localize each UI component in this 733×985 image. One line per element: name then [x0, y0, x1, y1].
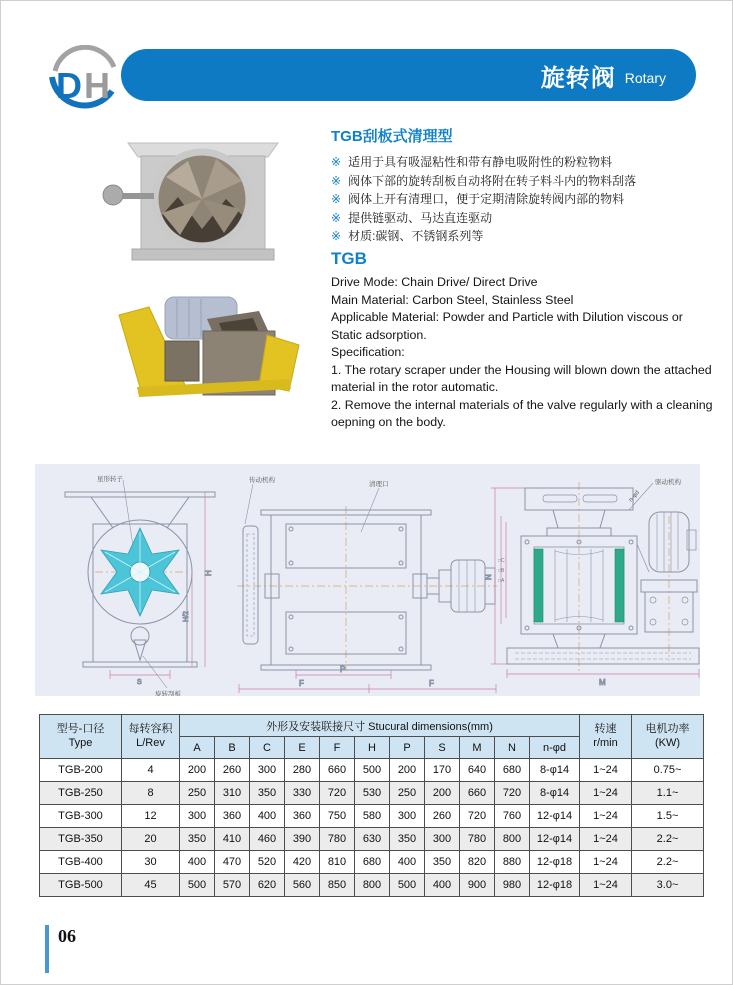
- intro-bullet: [331, 190, 715, 209]
- cell-volume: 20: [122, 828, 180, 851]
- cell-dim: 420: [285, 851, 320, 874]
- cell-dim: 470: [215, 851, 250, 874]
- cell-dim: 630: [355, 828, 390, 851]
- logo-letter-h: H: [84, 65, 110, 106]
- leader-line: [245, 484, 253, 524]
- side-clean-label: 清理口: [369, 481, 389, 488]
- spec-line: Drive Mode: Chain Drive/ Direct Drive: [331, 275, 538, 289]
- cell-dim: 680: [495, 759, 530, 782]
- dim-label-p: P: [340, 665, 346, 674]
- cell-dim: 800: [355, 874, 390, 897]
- col-header-c: C: [250, 737, 285, 759]
- cell-type: TGB-500: [40, 874, 122, 897]
- cell-dim: 390: [285, 828, 320, 851]
- cell-dim: 820: [460, 851, 495, 874]
- front-scraper: [134, 640, 146, 660]
- table-header-row: [40, 715, 704, 737]
- spec-line: Specification:: [331, 345, 405, 359]
- install-neck-line: [600, 634, 605, 648]
- install-dimensions: [491, 488, 699, 678]
- cell-speed: 1~24: [580, 759, 632, 782]
- install-neck-line: [553, 510, 558, 528]
- table-row: [40, 828, 704, 851]
- cell-dim: 300: [180, 805, 215, 828]
- cell-dim: 620: [250, 874, 285, 897]
- cell-type: TGB-200: [40, 759, 122, 782]
- cell-dim: 880: [495, 851, 530, 874]
- cell-dim: 680: [355, 851, 390, 874]
- dim-label-f-right: F: [429, 679, 434, 688]
- cell-volume: 4: [122, 759, 180, 782]
- table-row: [40, 759, 704, 782]
- cell-dim: 460: [250, 828, 285, 851]
- cell-dim: 170: [425, 759, 460, 782]
- front-top-flange: [65, 492, 215, 497]
- cell-dim: 300: [250, 759, 285, 782]
- front-bottom-flange: [83, 662, 197, 667]
- cell-dim: 12-φ18: [530, 874, 580, 897]
- cell-dim: 900: [460, 874, 495, 897]
- cell-dim: 360: [285, 805, 320, 828]
- side-drive-label: 传动机构: [249, 477, 275, 484]
- spec-line: 1. The rotary scraper under the Housing will blown down the attached material in the rotor automatic.: [331, 362, 712, 394]
- cell-dim: 200: [390, 759, 425, 782]
- side-dimensions: [239, 670, 496, 693]
- cell-power: 3.0~: [632, 874, 704, 897]
- install-brace: [637, 544, 649, 572]
- cell-dim: 400: [250, 805, 285, 828]
- cell-dim: 720: [495, 782, 530, 805]
- col-header-m: M: [460, 737, 495, 759]
- side-chain-detail: [247, 534, 254, 636]
- side-view-drawing: [237, 475, 497, 693]
- intro-bullet: [331, 227, 715, 246]
- cell-dim: 580: [355, 805, 390, 828]
- cell-dim: 300: [425, 828, 460, 851]
- col-header-dimensions: 外形及安装联接尺寸 Stucural dimensions(mm): [180, 715, 580, 737]
- cell-type: TGB-350: [40, 828, 122, 851]
- cell-dim: 260: [425, 805, 460, 828]
- col-header-e: E: [285, 737, 320, 759]
- technical-drawings: [35, 464, 700, 696]
- leader-line: [123, 480, 133, 546]
- cell-volume: 8: [122, 782, 180, 805]
- col-header-h: H: [355, 737, 390, 759]
- cell-dim: 570: [215, 874, 250, 897]
- bullet-text: 适用于具有吸湿粘性和带有静电吸附性的粉粒物料: [348, 155, 613, 169]
- spec-line: 2. Remove the internal materials of the valve regularly with a cleaning oepning on the body.: [331, 397, 713, 429]
- table-row: [40, 851, 704, 874]
- bullet-text: 阀体下部的旋转刮板自动将附在转子料斗内的物料刮落: [348, 173, 637, 188]
- install-rotor-seal-right: [615, 549, 624, 622]
- cell-speed: 1~24: [580, 828, 632, 851]
- cell-dim: 660: [460, 782, 495, 805]
- intro-section: [331, 125, 715, 246]
- cell-dim: 12-φ14: [530, 805, 580, 828]
- bullet-marker: ※: [331, 192, 342, 206]
- leader-line: [143, 656, 167, 688]
- col-header-p: P: [390, 737, 425, 759]
- front-hopper-line: [91, 497, 113, 528]
- bullet-marker: ※: [331, 173, 342, 188]
- dimensions-table: [39, 714, 704, 897]
- install-terminal-box: [687, 530, 696, 550]
- cell-dim: 760: [495, 805, 530, 828]
- cell-type: TGB-250: [40, 782, 122, 805]
- side-chain-cover: [243, 526, 258, 644]
- dh-logo: [43, 45, 129, 115]
- cell-dim: 350: [180, 828, 215, 851]
- front-scraper-boss: [131, 627, 149, 645]
- footer-accent-bar: [45, 925, 49, 973]
- cell-dim: 980: [495, 874, 530, 897]
- banner-title-en: Rotary: [624, 70, 666, 86]
- cell-dim: 520: [250, 851, 285, 874]
- cell-power: 2.2~: [632, 828, 704, 851]
- dim-label-sq-c: □C: [498, 558, 505, 564]
- install-flange-slot: [583, 495, 617, 502]
- dim-label-m: M: [599, 678, 606, 687]
- cell-dim: 660: [320, 759, 355, 782]
- col-header-f: F: [320, 737, 355, 759]
- table-row: [40, 782, 704, 805]
- install-neck-line: [553, 634, 558, 648]
- page-number: 06: [58, 926, 76, 946]
- cell-dim: 500: [180, 874, 215, 897]
- front-hopper-line: [167, 497, 189, 528]
- cell-dim: 300: [390, 805, 425, 828]
- banner-title-zh: 旋转阀: [540, 64, 616, 92]
- intro-bullet: [331, 153, 715, 172]
- cell-dim: 530: [355, 782, 390, 805]
- cell-dim: 260: [215, 759, 250, 782]
- cell-speed: 1~24: [580, 851, 632, 874]
- cell-speed: 1~24: [580, 874, 632, 897]
- table-row: [40, 874, 704, 897]
- cell-power: 2.2~: [632, 851, 704, 874]
- cell-dim: 850: [320, 874, 355, 897]
- specs-title: TGB: [331, 249, 367, 268]
- col-header-nd: n-φd: [530, 737, 580, 759]
- cell-speed: 1~24: [580, 782, 632, 805]
- cell-dim: 400: [425, 874, 460, 897]
- col-header-n: N: [495, 737, 530, 759]
- cell-dim: 750: [320, 805, 355, 828]
- cell-speed: 1~24: [580, 805, 632, 828]
- install-base-plate: [507, 648, 699, 664]
- cell-dim: 250: [390, 782, 425, 805]
- cell-dim: 720: [460, 805, 495, 828]
- dim-label-h: H: [204, 570, 213, 576]
- front-view-drawing: [65, 474, 215, 696]
- cell-dim: 12-φ18: [530, 851, 580, 874]
- photo2-gearbox: [165, 341, 199, 381]
- bullet-marker: ※: [331, 210, 342, 225]
- spec-line: Applicable Material: Powder and Particle with Dilution viscous or Static adsorption.: [331, 310, 683, 342]
- cell-dim: 410: [215, 828, 250, 851]
- section-banner: [121, 49, 696, 101]
- col-header-s: S: [425, 737, 460, 759]
- cell-dim: 360: [215, 805, 250, 828]
- cell-power: 1.1~: [632, 782, 704, 805]
- intro-title: TGB刮板式清理型: [331, 128, 453, 145]
- bullet-text: 阀体上开有清理口，便于定期清除旋转阀内部的物料: [348, 192, 625, 206]
- cell-volume: 45: [122, 874, 180, 897]
- bullet-marker: ※: [331, 229, 342, 243]
- technical-drawings-panel: [35, 464, 700, 696]
- dim-label-sq-b: □B: [498, 568, 505, 574]
- install-flange-slot: [543, 495, 577, 502]
- photo1-bottom-flange: [132, 249, 274, 260]
- cell-dim: 280: [285, 759, 320, 782]
- bullet-text: 提供链驱动、马达直连驱动: [348, 210, 493, 225]
- bullet-marker: ※: [331, 155, 342, 169]
- cell-dim: 400: [180, 851, 215, 874]
- cell-dim: 640: [460, 759, 495, 782]
- cell-dim: 200: [425, 782, 460, 805]
- install-view-drawing: [484, 477, 699, 687]
- dim-label-f-left: F: [299, 679, 304, 688]
- cell-dim: 500: [390, 874, 425, 897]
- bullet-text: 材质:碳钢、不锈钢系列等: [348, 229, 484, 243]
- cell-dim: 8-φ14: [530, 782, 580, 805]
- cell-type: TGB-400: [40, 851, 122, 874]
- product-photo-scraper-valve: [96, 137, 306, 269]
- front-scraper-label: 旋转刮板: [155, 691, 181, 696]
- cell-power: 1.5~: [632, 805, 704, 828]
- cell-dim: 780: [460, 828, 495, 851]
- intro-bullet: [331, 209, 715, 228]
- cell-type: TGB-300: [40, 805, 122, 828]
- install-rotor-seal-left: [534, 549, 543, 622]
- cell-dim: 12-φ14: [530, 828, 580, 851]
- spec-line: Main Material: Carbon Steel, Stainless Steel: [331, 292, 574, 307]
- dim-label-s: S: [137, 679, 142, 686]
- dim-label-nd: n-φd: [628, 489, 641, 504]
- cell-dim: 350: [390, 828, 425, 851]
- cell-dim: 250: [180, 782, 215, 805]
- col-header-b: B: [215, 737, 250, 759]
- cell-dim: 8-φ14: [530, 759, 580, 782]
- photo1-handle-knob: [103, 185, 123, 205]
- cell-dim: 560: [285, 874, 320, 897]
- intro-bullet: [331, 172, 715, 191]
- install-neck-line: [600, 510, 605, 528]
- cell-dim: 350: [250, 782, 285, 805]
- dimensions-table-wrap: [39, 714, 703, 897]
- cell-dim: 350: [425, 851, 460, 874]
- product-photo-drive-valve: [107, 289, 307, 407]
- col-header-a: A: [180, 737, 215, 759]
- cell-volume: 12: [122, 805, 180, 828]
- cell-volume: 30: [122, 851, 180, 874]
- page-footer: [45, 925, 76, 973]
- dim-label-sq-a: □A: [498, 578, 505, 584]
- cell-dim: 780: [320, 828, 355, 851]
- cell-dim: 720: [320, 782, 355, 805]
- table-row: [40, 805, 704, 828]
- logo-letter-d: D: [56, 65, 82, 106]
- cell-dim: 800: [495, 828, 530, 851]
- front-rotor-label: 星形转子: [97, 476, 123, 483]
- col-header-volume: 每转容积 L/Rev: [122, 715, 180, 759]
- cell-dim: 330: [285, 782, 320, 805]
- cell-dim: 500: [355, 759, 390, 782]
- dim-label-h2: H/2: [183, 611, 190, 622]
- specs-section: [331, 249, 717, 432]
- col-header-power: 电机功率 (KW): [632, 715, 704, 759]
- cell-dim: 400: [390, 851, 425, 874]
- col-header-type: 型号-口径 Type: [40, 715, 122, 759]
- dim-label-n: N: [484, 574, 493, 580]
- col-header-speed: 转速 r/min: [580, 715, 632, 759]
- cell-dim: 810: [320, 851, 355, 874]
- cell-power: 0.75~: [632, 759, 704, 782]
- install-drive-label: 驱动机构: [655, 479, 681, 486]
- cell-dim: 200: [180, 759, 215, 782]
- cell-dim: 310: [215, 782, 250, 805]
